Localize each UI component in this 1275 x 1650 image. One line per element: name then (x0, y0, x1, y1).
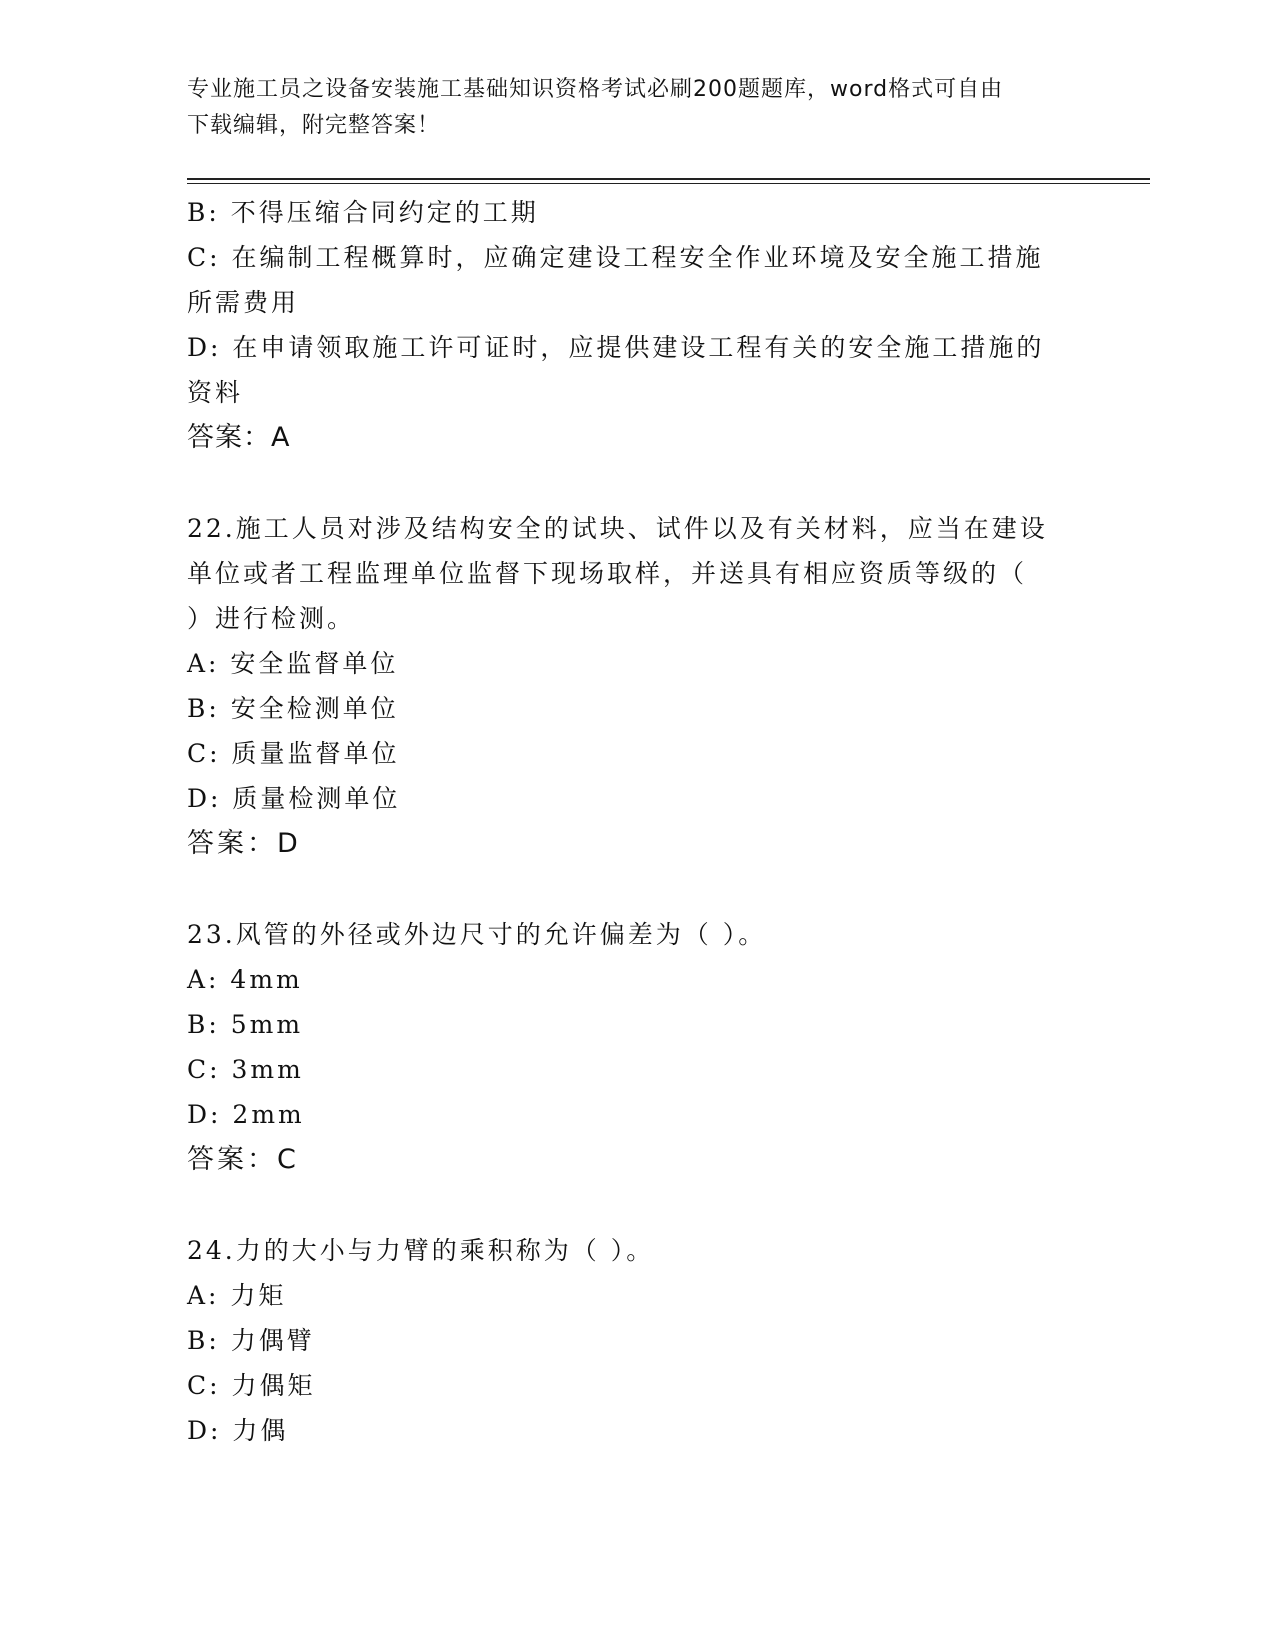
option-d: D: 2mm (187, 1100, 305, 1129)
option-d: D: 力偶 (187, 1416, 289, 1445)
question-stem-line: 22.施工人员对涉及结构安全的试块、试件以及有关材料，应当在建设 (187, 514, 1048, 543)
option-b: B: 力偶臂 (187, 1326, 315, 1355)
option-d: D: 质量检测单位 (187, 784, 401, 813)
option-b: B: 不得压缩合同约定的工期 (187, 198, 539, 227)
option-c: C: 质量监督单位 (187, 739, 400, 768)
header-rule-thick (187, 178, 1150, 180)
header-title-line-1: 专业施工员之设备安装施工基础知识资格考试必刷200题题库，word格式可自由 (187, 77, 1004, 102)
option-c-line-2: 所需费用 (187, 288, 300, 317)
document-header (187, 72, 1067, 144)
question-24 (187, 1228, 1072, 1453)
header-rule-thin (187, 183, 1150, 184)
question-22 (187, 506, 1072, 866)
header-title-line-2: 下载编辑，附完整答案！ (187, 113, 441, 138)
option-b: B: 5mm (187, 1010, 304, 1039)
option-a: A: 安全监督单位 (187, 649, 399, 678)
option-a: A: 力矩 (187, 1281, 287, 1310)
option-c: C: 3mm (187, 1055, 304, 1084)
option-d-line-2: 资料 (187, 378, 244, 407)
question-21-continuation (187, 190, 1072, 460)
option-b: B: 安全检测单位 (187, 694, 399, 723)
question-stem-line: 23.风管的外径或外边尺寸的允许偏差为（ ）。 (187, 920, 767, 949)
option-c-line-1: C: 在编制工程概算时，应确定建设工程安全作业环境及安全施工措施 (187, 243, 1044, 272)
question-stem-line: 24.力的大小与力臂的乘积称为（ ）。 (187, 1236, 655, 1265)
question-stem-line: 单位或者工程监理单位监督下现场取样，并送具有相应资质等级的（ (187, 559, 1028, 588)
answer-line: 答案：C (187, 1144, 299, 1175)
question-stem-line: ）进行检测。 (187, 604, 356, 633)
answer-line: 答案：D (187, 828, 301, 859)
option-d-line-1: D: 在申请领取施工许可证时，应提供建设工程有关的安全施工措施的 (187, 333, 1045, 362)
document-body (187, 190, 1072, 1453)
answer-line: 答案：A (187, 422, 291, 453)
option-a: A: 4mm (187, 965, 303, 994)
question-23 (187, 912, 1072, 1182)
option-c: C: 力偶矩 (187, 1371, 316, 1400)
